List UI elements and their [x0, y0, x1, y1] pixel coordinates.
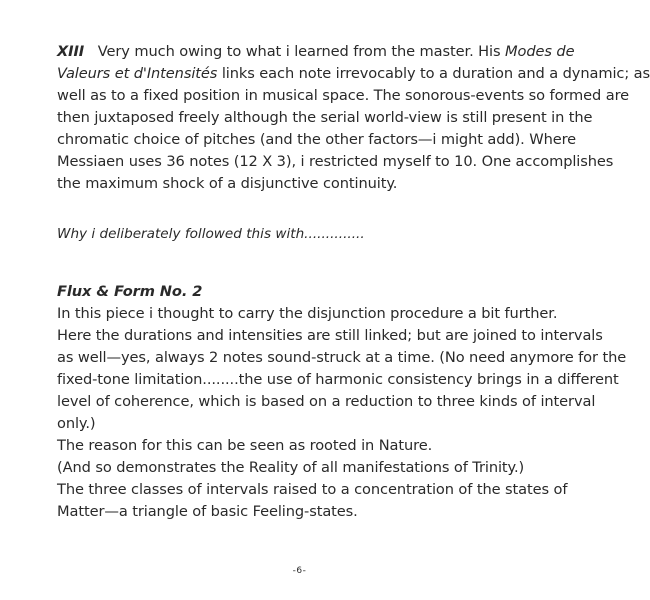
work-title-text: Valeurs et d'Intensités: [57, 65, 218, 82]
section-flux-line-4: fixed-tone limitation........the use of harmonic consistency brings in a different: [57, 371, 619, 388]
section-flux-line-5: level of coherence, which is based on a reduction to three kinds of interval: [57, 393, 596, 410]
body-text: links each note irrevocably to a duration and a dynamic; as: [217, 65, 650, 82]
section-flux-heading: Flux & Form No. 2: [57, 283, 203, 300]
section-flux-line-7: The reason for this can be seen as rooted in Nature.: [57, 437, 433, 454]
section-flux-line-9: The three classes of intervals raised to a concentration of the states of: [57, 481, 568, 498]
section-xiii-line-1: [57, 41, 575, 63]
section-xiii-line-5: chromatic choice of pitches (and the other factors—i might add). Where: [57, 131, 577, 148]
section-xiii-heading: XIII: [57, 43, 85, 60]
work-title-text: Modes de: [505, 43, 575, 60]
transition-line: Why i deliberately followed this with..............: [57, 226, 365, 242]
section-xiii-line-7: the maximum shock of a disjunctive continuity.: [57, 175, 398, 192]
section-flux-line-2: Here the durations and intensities are still linked; but are joined to intervals: [57, 327, 603, 344]
section-xiii-line-2: [57, 63, 650, 85]
section-flux-line-3: as well—yes, always 2 notes sound-struck at a time. (No need anymore for the: [57, 349, 627, 366]
page-number: -6-: [292, 566, 307, 576]
section-flux-line-6: only.): [57, 415, 96, 432]
section-xiii-line-6: Messiaen uses 36 notes (12 X 3), i restricted myself to 10. One accomplishes: [57, 153, 614, 170]
section-flux-line-10: Matter—a triangle of basic Feeling-states.: [57, 503, 358, 520]
section-xiii-line-3: well as to a fixed position in musical space. The sonorous-events so formed are: [57, 87, 630, 104]
section-flux-form: [57, 281, 627, 523]
section-xiii: [57, 41, 650, 195]
section-xiii-line-4: then juxtaposed freely although the serial world-view is still present in the: [57, 109, 593, 126]
body-text: Very much owing to what i learned from the master. His: [97, 43, 506, 60]
section-flux-line-1: In this piece i thought to carry the disjunction procedure a bit further.: [57, 305, 558, 322]
section-flux-line-8: (And so demonstrates the Reality of all manifestations of Trinity.): [57, 459, 525, 476]
